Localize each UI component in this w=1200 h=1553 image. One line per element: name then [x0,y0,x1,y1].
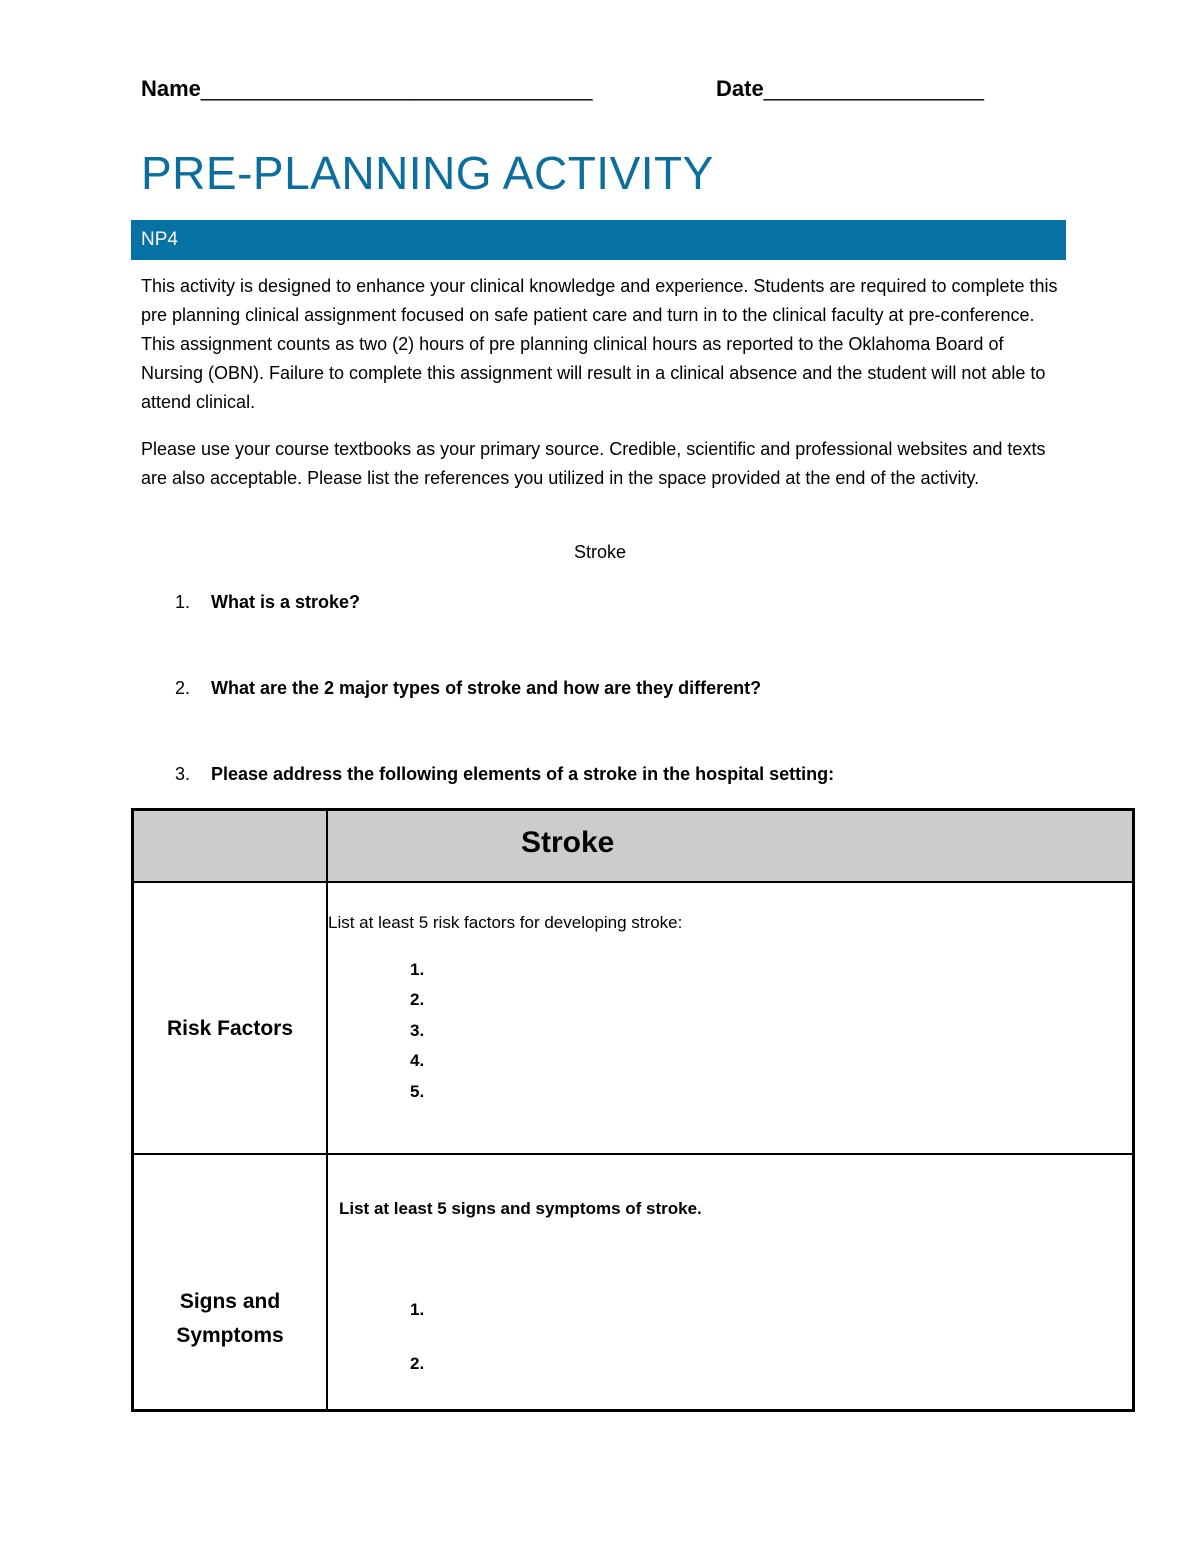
list-item: 1. [410,960,425,979]
signs-symptoms-label-cell [133,1154,328,1411]
question-number: 1. [175,592,191,612]
risk-factors-answer-cell[interactable] [327,882,1134,1154]
header-empty-cell [133,810,328,883]
name-label: Name [141,76,201,101]
signs-symptoms-answer-cell[interactable] [327,1154,1134,1411]
name-field[interactable] [141,76,592,102]
list-item: 3. [410,1021,425,1040]
table-row [133,882,1134,1154]
list-item: 1. [410,1300,425,1319]
name-line[interactable]: ________________________________ [200,76,593,101]
table-header-title: Stroke [521,826,615,859]
stroke-table [131,808,1135,1412]
question-number: 3. [175,764,191,784]
list-item: 2. [410,1354,425,1373]
list-item: 4. [410,1051,425,1070]
date-field[interactable] [716,76,984,102]
list-item: 5. [410,1082,425,1101]
list-item: 2. [410,990,425,1009]
question-text: What are the 2 major types of stroke and how are they different? [211,678,762,698]
date-line[interactable]: __________________ [763,76,984,101]
topic-title: Stroke [573,542,627,562]
row-prompt: List at least 5 signs and symptoms of stroke. [339,1199,702,1218]
question-text: Please address the following elements of a stroke in the hospital setting: [211,764,835,784]
table-header-row [133,810,1134,883]
question-3 [175,764,834,785]
intro-paragraph-1: This activity is designed to enhance your clinical knowledge and experience. Students are required to complete this pre planning clinical assignment focused on safe patient care and turn in to the clinical faculty at pre-conference. This assignment counts as two (2) hours of pre planning clinical hours as reported to the Oklahoma Board of Nursing (OBN). Failure to complete this assignment will result in a clinical absence and the student will not able to attend clinical. [141,276,1058,412]
course-code: NP4 [141,229,178,250]
question-1 [175,592,360,613]
row-label: Risk Factors [166,1017,294,1040]
question-number: 2. [175,678,191,698]
page-title: PRE-PLANNING ACTIVITY [141,147,714,199]
question-text: What is a stroke? [211,592,361,612]
header-cell [327,810,1134,883]
risk-factors-label-cell [133,882,328,1154]
table-row [133,1154,1134,1411]
date-label: Date [716,76,764,101]
course-band [131,220,1066,260]
intro-paragraph-2: Please use your course textbooks as your primary source. Credible, scientific and professional websites and texts are also acceptable. Please list the references you utilized in the space provided at the end of the activity. [141,439,1046,488]
row-prompt: List at least 5 risk factors for developing stroke: [328,913,683,932]
question-2 [175,678,761,699]
row-label: Signs and Symptoms [176,1290,284,1347]
